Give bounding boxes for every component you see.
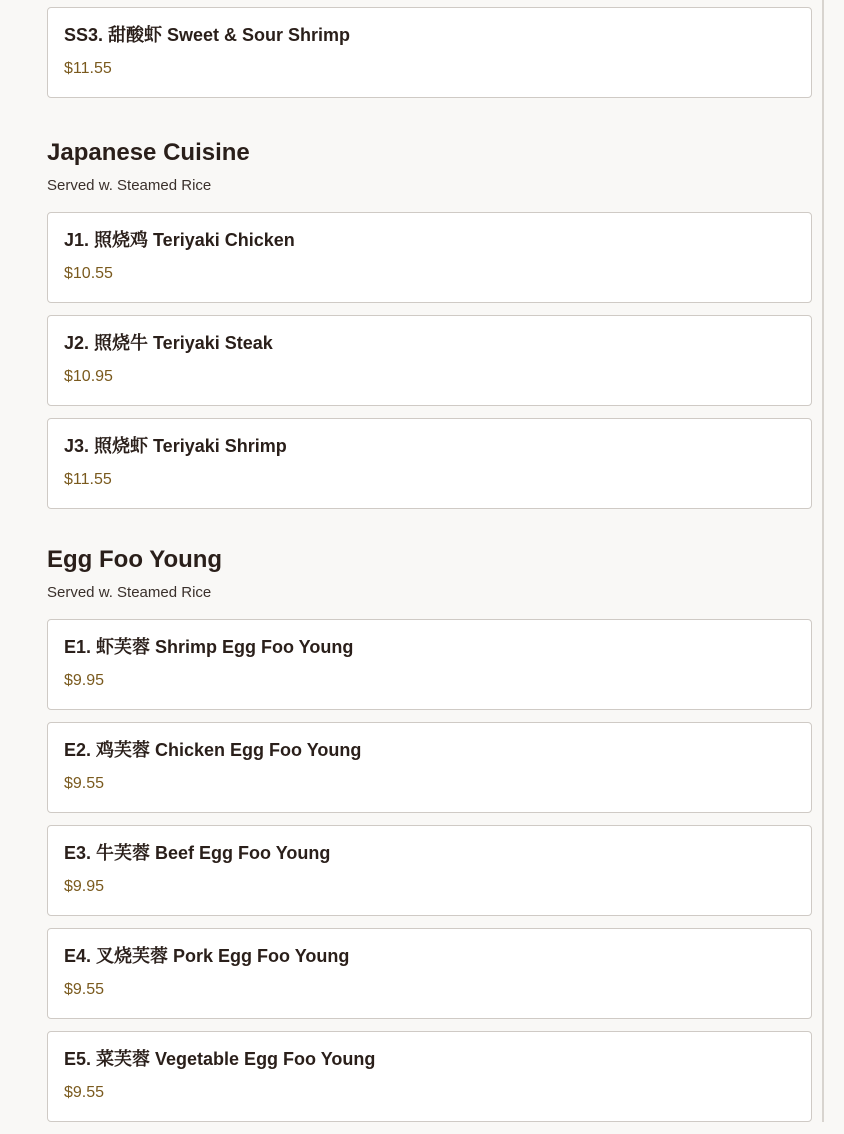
item-name: SS3. 甜酸虾 Sweet & Sour Shrimp [64, 25, 351, 45]
menu-item-j2[interactable] [47, 315, 812, 406]
section-japanese-cuisine [47, 138, 812, 509]
menu-list [47, 0, 812, 1134]
item-price: $9.55 [64, 1084, 105, 1101]
item-name: E4. 叉烧芙蓉 Pork Egg Foo Young [64, 946, 350, 966]
item-price: $9.55 [64, 981, 105, 998]
menu-item-j1[interactable] [47, 212, 812, 303]
item-name: E2. 鸡芙蓉 Chicken Egg Foo Young [64, 740, 362, 760]
section-title: Egg Foo Young [47, 546, 223, 573]
item-price: $10.55 [64, 265, 113, 282]
item-name: J2. 照烧牛 Teriyaki Steak [64, 333, 273, 353]
section-subtitle: Served w. Steamed Rice [47, 177, 212, 194]
item-name: E3. 牛芙蓉 Beef Egg Foo Young [64, 843, 331, 863]
menu-item-e1[interactable] [47, 619, 812, 710]
section-title: Japanese Cuisine [47, 139, 250, 166]
item-price: $11.55 [64, 471, 112, 488]
menu-item-e4[interactable] [47, 928, 812, 1019]
item-name: E1. 虾芙蓉 Shrimp Egg Foo Young [64, 637, 354, 657]
item-price: $11.55 [64, 60, 112, 77]
menu-item-e3[interactable] [47, 825, 812, 916]
menu-item-j3[interactable] [47, 418, 812, 509]
item-price: $9.55 [64, 775, 105, 792]
section-subtitle: Served w. Steamed Rice [47, 584, 212, 601]
section-egg-foo-young [47, 545, 812, 1122]
item-name: J3. 照烧虾 Teriyaki Shrimp [64, 436, 287, 456]
item-price: $10.95 [64, 368, 113, 385]
item-name: E5. 菜芙蓉 Vegetable Egg Foo Young [64, 1049, 376, 1069]
menu-item-e5[interactable] [47, 1031, 812, 1122]
scroll-divider [822, 0, 824, 1122]
item-price: $9.95 [64, 878, 105, 895]
menu-item-ss3[interactable] [47, 7, 812, 98]
menu-item-e2[interactable] [47, 722, 812, 813]
item-name: J1. 照烧鸡 Teriyaki Chicken [64, 230, 295, 250]
item-price: $9.95 [64, 672, 105, 689]
